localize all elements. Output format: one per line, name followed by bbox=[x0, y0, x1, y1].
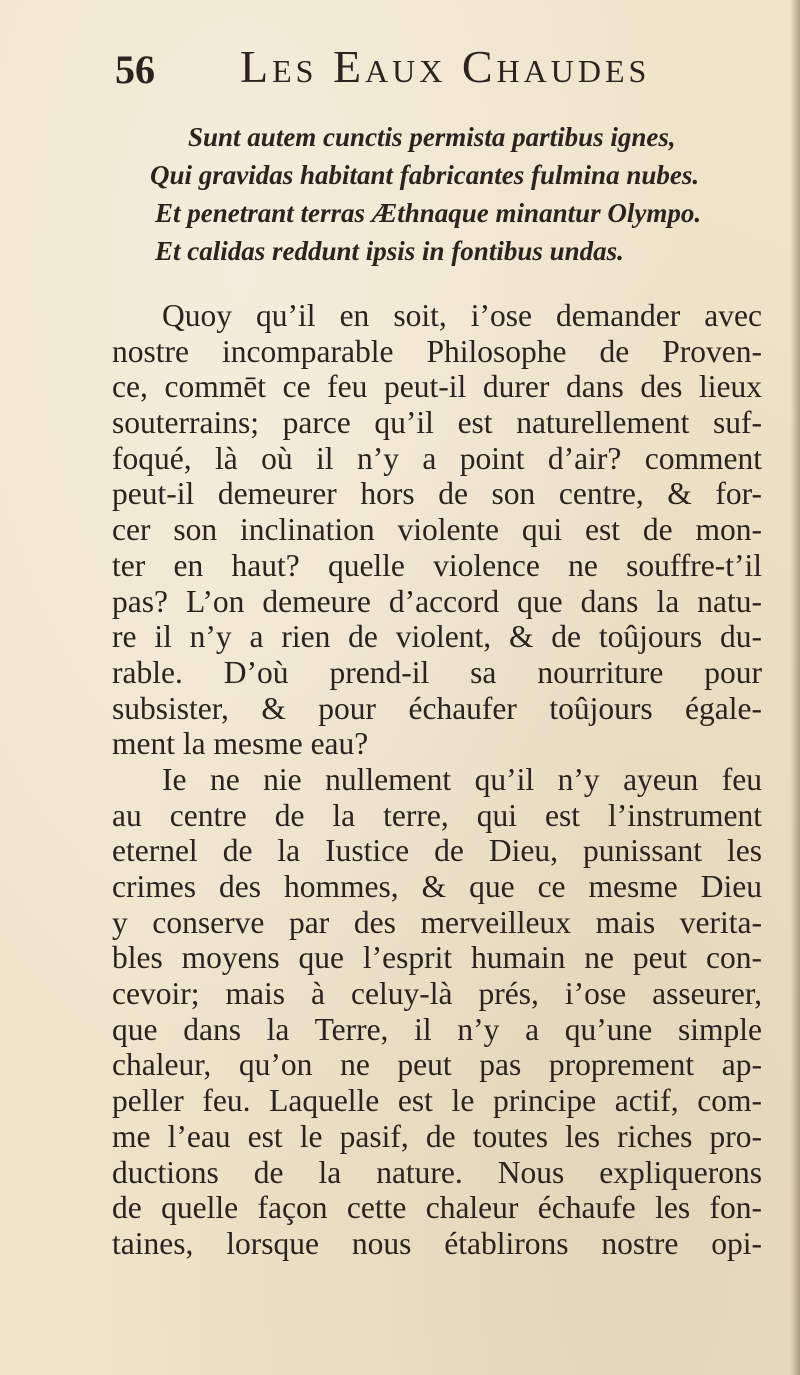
running-title: Les Eaux Chaudes bbox=[240, 41, 651, 92]
text-line: bles moyens que l’esprit humain ne peut con- bbox=[112, 940, 762, 976]
text-line: re il n’y a rien de violent, & de toûjours du- bbox=[112, 619, 762, 655]
page-number: 56 bbox=[115, 47, 155, 92]
text-line: souterrains; parce qu’il est naturellement suf- bbox=[112, 405, 762, 441]
text-line: Ie ne nie nullement qu’il n’y ayeun feu bbox=[162, 761, 762, 797]
latin-verse bbox=[150, 118, 790, 270]
text-line: taines, lorsque nous établirons nostre opi- bbox=[112, 1225, 762, 1261]
text-line: me l’eau est le pasif, de toutes les riches pro- bbox=[112, 1118, 762, 1154]
verse-line: Qui gravidas habitant fabricantes fulmina nubes. bbox=[150, 160, 700, 190]
page-header bbox=[115, 40, 755, 100]
text-line: peller feu. Laquelle est le principe actif, com- bbox=[112, 1083, 762, 1119]
text-line: ce, commēt ce feu peut-il durer dans des lieux bbox=[112, 369, 762, 405]
verse-line: Et penetrant terras Æthnaque minantur Olympo. bbox=[155, 198, 702, 228]
text-line: rable. D’où prend-il sa nourriture pour bbox=[112, 654, 762, 690]
text-line: Quoy qu’il en soit, i’ose demander avec bbox=[162, 298, 762, 333]
paragraph-2 bbox=[112, 762, 762, 1262]
text-line: ductions de la nature. Nous expliquerons bbox=[112, 1154, 762, 1190]
text-line: que dans la Terre, il n’y a qu’une simple bbox=[112, 1011, 762, 1047]
text-line: crimes des hommes, & que ce mesme Dieu bbox=[112, 869, 762, 904]
text-line: subsister, & pour échaufer toûjours égale- bbox=[112, 690, 762, 726]
text-line: de quelle façon cette chaleur échaufe les fon- bbox=[112, 1190, 762, 1226]
text-line: cevoir; mais à celuy-là prés, i’ose asseurer, bbox=[112, 976, 762, 1012]
text-line: peut-il demeurer hors de son centre, & for- bbox=[112, 476, 762, 512]
paragraph-1 bbox=[112, 298, 762, 762]
text-line: nostre incomparable Philosophe de Proven- bbox=[112, 333, 762, 369]
text-line: ter en haut? quelle violence ne souffre-t’il bbox=[112, 547, 762, 583]
text-line: pas? L’on demeure d’accord que dans la natu- bbox=[112, 583, 762, 619]
body-text bbox=[112, 298, 762, 1262]
text-line: ment la mesme eau? bbox=[112, 726, 369, 762]
verse-line: Et calidas reddunt ipsis in fontibus undas. bbox=[155, 236, 624, 266]
text-line: foqué, là où il n’y a point d’air? comment bbox=[112, 440, 762, 476]
text-line: y conserve par des merveilleux mais verita- bbox=[112, 904, 762, 940]
text-line: cer son inclination violente qui est de mon- bbox=[112, 512, 762, 548]
verse-line: Sunt autem cunctis permista partibus ignes, bbox=[188, 122, 676, 152]
text-line: eternel de la Iustice de Dieu, punissant les bbox=[112, 833, 762, 869]
page-edge-shadow bbox=[790, 0, 800, 1375]
text-line: chaleur, qu’on ne peut pas proprement ap- bbox=[112, 1047, 762, 1083]
text-line: au centre de la terre, qui est l’instrument bbox=[112, 797, 762, 833]
